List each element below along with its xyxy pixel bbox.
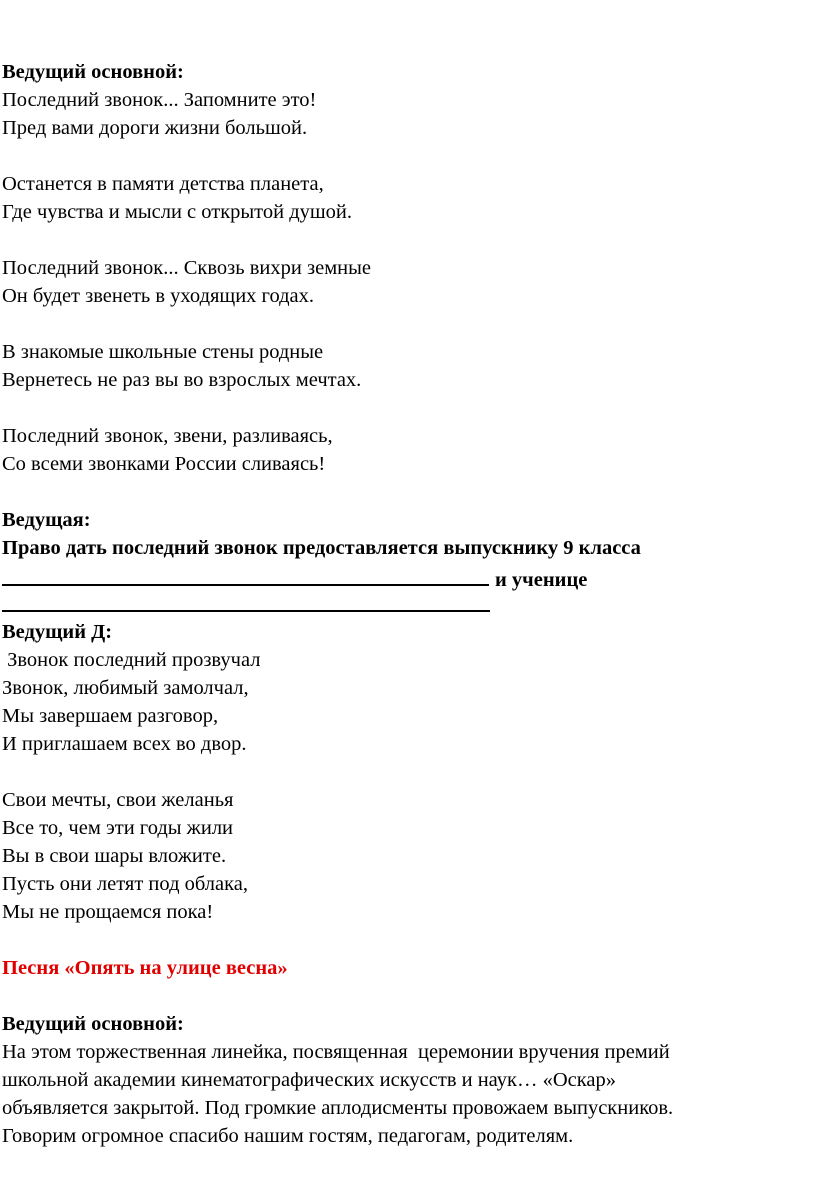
- verse-line: Мы завершаем разговор,: [2, 705, 219, 727]
- section-gap: [2, 926, 812, 954]
- verse-line: Со всеми звонками России сливаясь!: [2, 453, 326, 475]
- fill-in-row-2: [2, 590, 812, 618]
- verse-line: Свои мечты, свои желанья: [2, 789, 234, 811]
- speaker-main-1: Ведущий основной:: [2, 61, 184, 83]
- verse-line: Он будет звенеть в уходящих годах.: [2, 285, 315, 307]
- verse-line: Последний звонок, звени, разливаясь,: [2, 425, 333, 447]
- verse-line: Вы в свои шары вложите.: [2, 845, 227, 867]
- verse-line: Звонок последний прозвучал: [2, 649, 261, 671]
- verse-line: Все то, чем эти годы жили: [2, 817, 234, 839]
- verse-line: Пред вами дороги жизни большой.: [2, 117, 308, 139]
- announcement-text: Право дать последний звонок предоставляется выпускнику 9 класса: [2, 537, 641, 559]
- verse-line: Останется в памяти детства планета,: [2, 173, 324, 195]
- stanza-gap: [2, 394, 812, 422]
- stanza-gap: [2, 310, 812, 338]
- closing-line: объявляется закрытой. Под громкие аплодисменты провожаем выпускников.: [2, 1097, 674, 1119]
- verse-line: Последний звонок... Сквозь вихри земные: [2, 257, 372, 279]
- verse-line: Мы не прощаемся пока!: [2, 901, 214, 923]
- and-student-label: и ученице: [495, 569, 588, 591]
- section-gap: [2, 478, 812, 506]
- verse-line: Пусть они летят под облака,: [2, 873, 248, 895]
- verse-line: Звонок, любимый замолчал,: [2, 677, 249, 699]
- verse-line: Вернетесь не раз вы во взрослых мечтах.: [2, 369, 362, 391]
- blank-fill-line-2: [2, 590, 490, 612]
- verse-line: Последний звонок... Запомните это!: [2, 89, 317, 111]
- song-title: Песня «Опять на улице весна»: [2, 957, 288, 979]
- verse-line: И приглашаем всех во двор.: [2, 733, 247, 755]
- verse-line: Где чувства и мысли с открытой душой.: [2, 201, 353, 223]
- closing-line: Говорим огромное спасибо нашим гостям, педагогам, родителям.: [2, 1125, 574, 1147]
- closing-line: На этом торжественная линейка, посвященная церемонии вручения премий: [2, 1041, 670, 1063]
- speaker-female-host: Ведущая:: [2, 509, 91, 531]
- closing-line: школьной академии кинематографических искусств и наук… «Оскар»: [2, 1069, 616, 1091]
- stanza-gap: [2, 758, 812, 786]
- stanza-gap: [2, 226, 812, 254]
- stanza-gap: [2, 142, 812, 170]
- section-gap: [2, 982, 812, 1010]
- speaker-host-d: Ведущий Д:: [2, 621, 113, 643]
- document-page: [2, 58, 812, 1150]
- blank-fill-line: [2, 562, 489, 586]
- fill-in-row: [2, 562, 812, 590]
- verse-line: В знакомые школьные стены родные: [2, 341, 324, 363]
- speaker-main-2: Ведущий основной:: [2, 1013, 184, 1035]
